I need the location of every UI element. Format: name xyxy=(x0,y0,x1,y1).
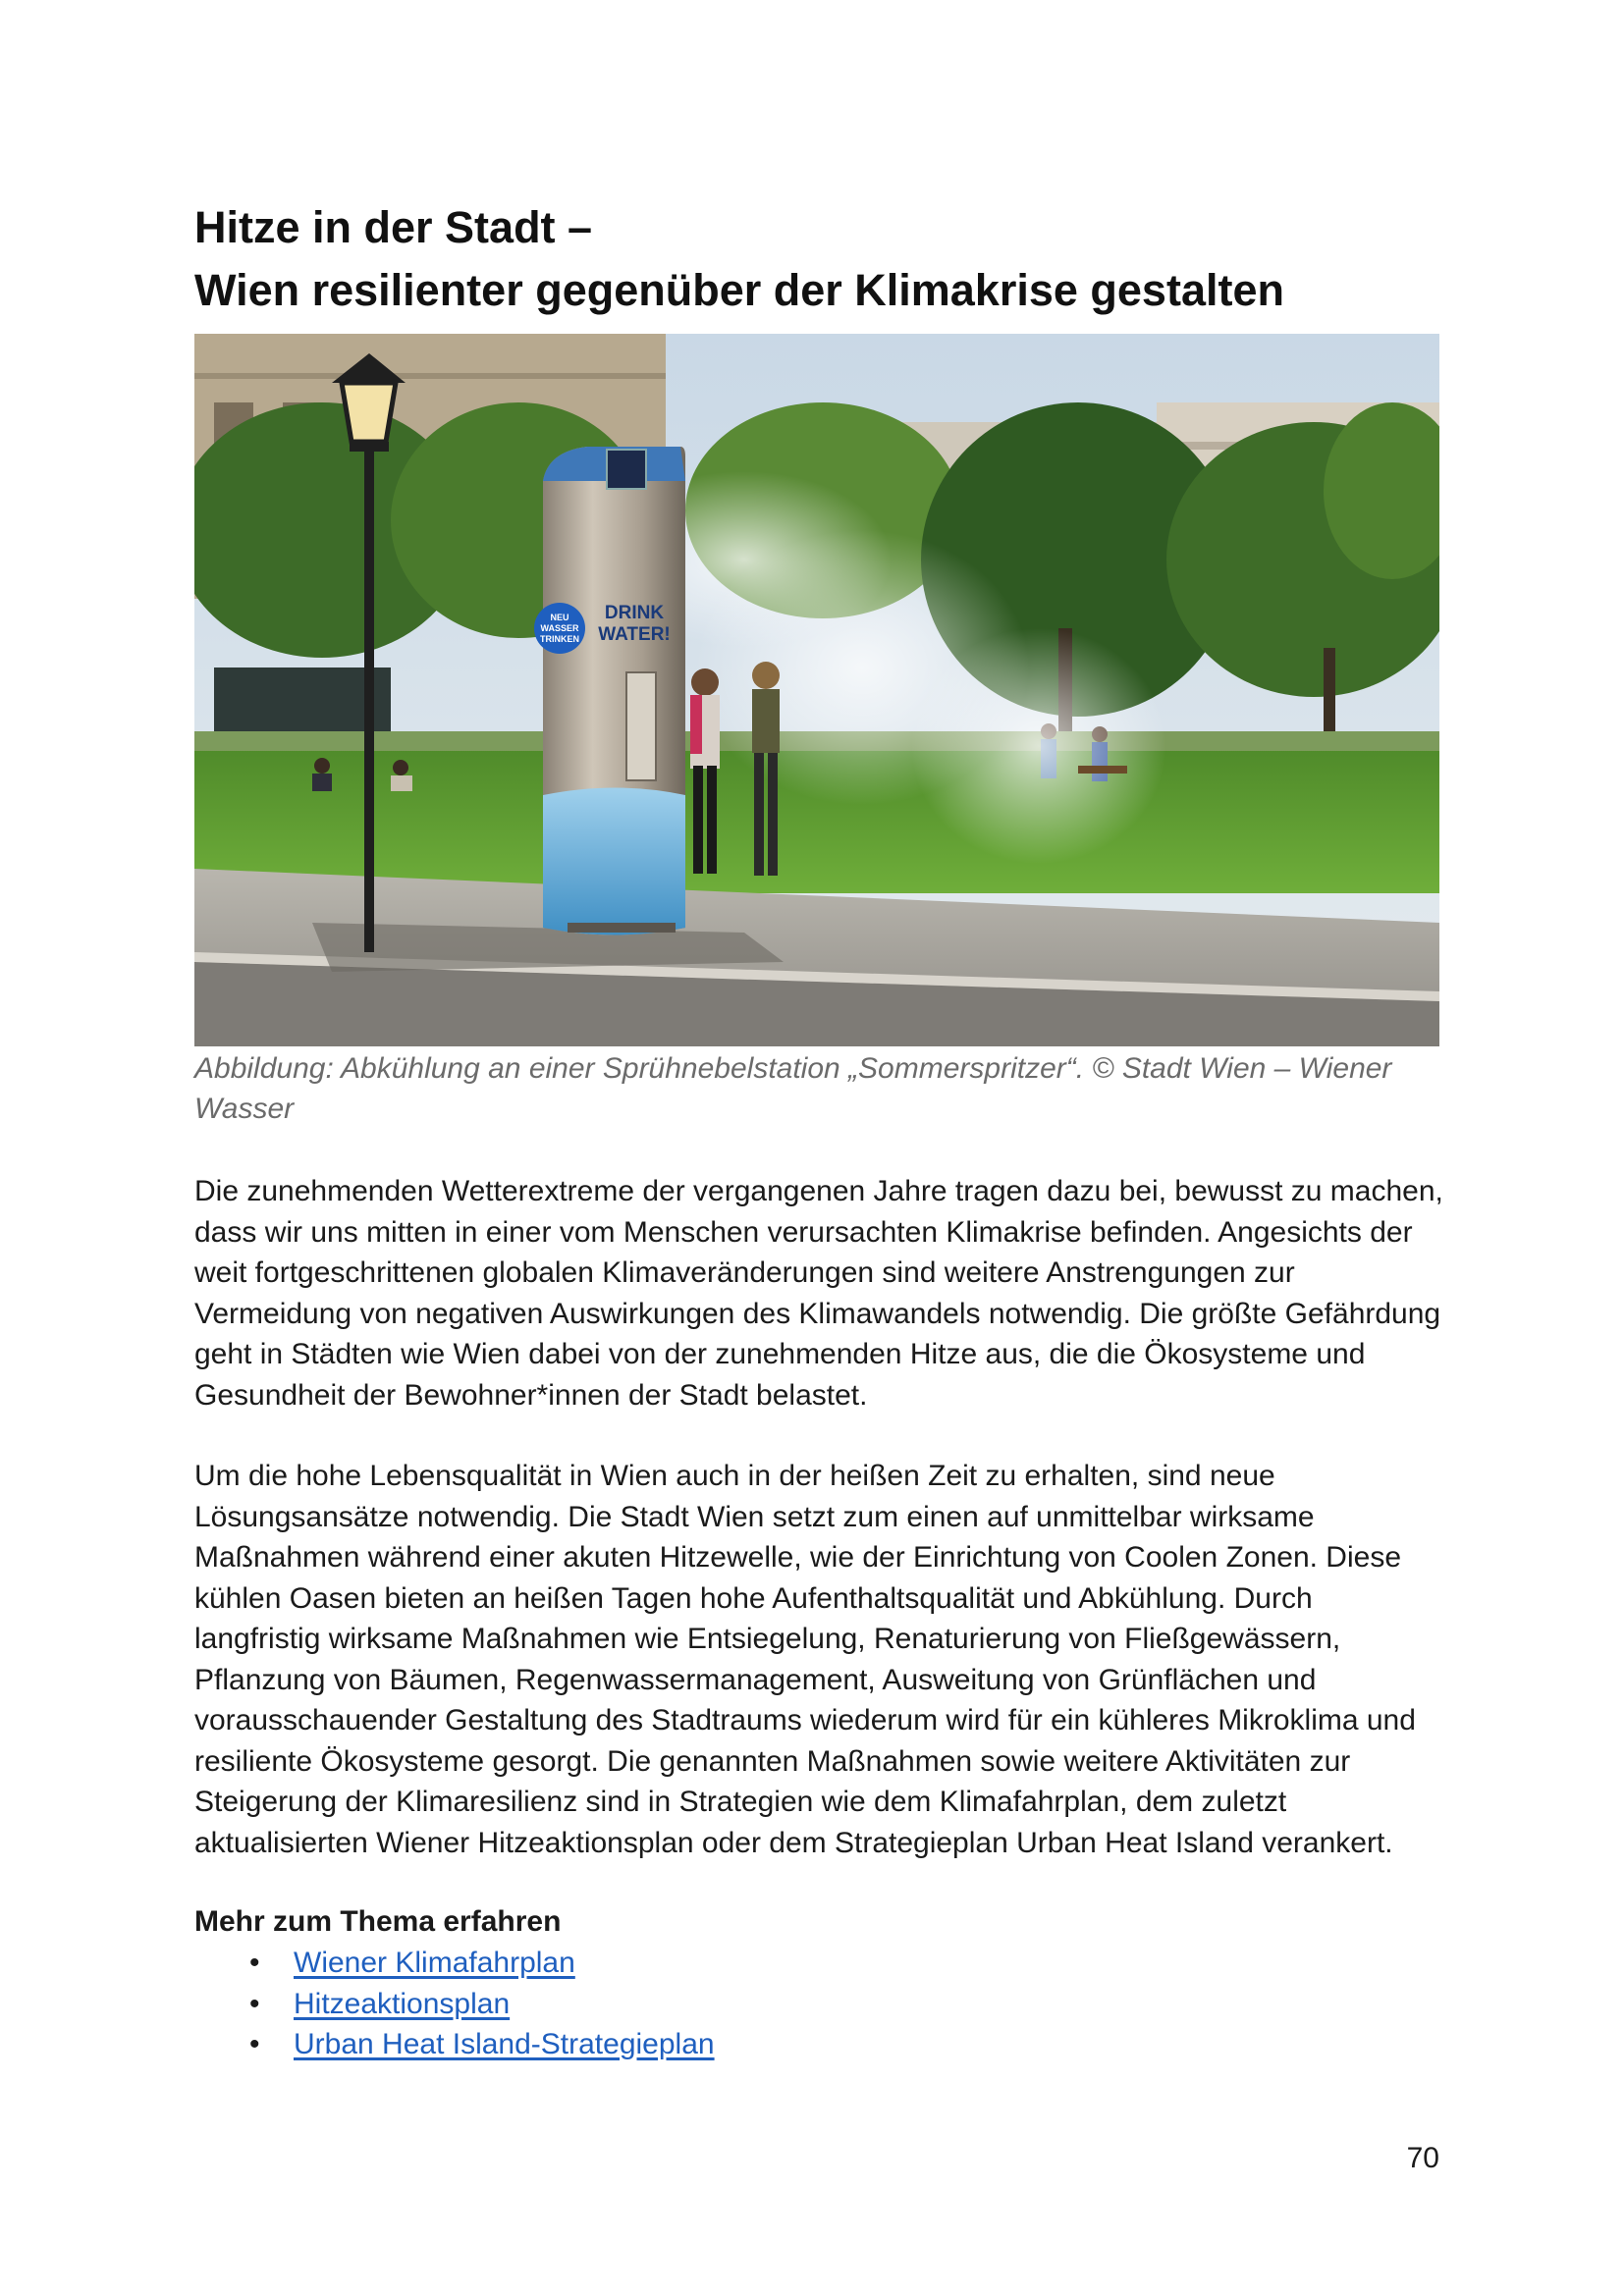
station-text-1: DRINK xyxy=(604,603,665,623)
badge-text-2: WASSER xyxy=(540,623,579,633)
bullet-icon: • xyxy=(249,1947,260,1979)
figure-caption: Abbildung: Abkühlung an einer Sprühnebelstation „Sommerspritzer“. © Stadt Wien – Wiener Wasser xyxy=(194,1052,1392,1125)
list-item xyxy=(194,1943,715,1984)
link-hitzeaktionsplan[interactable]: Hitzeaktionsplan xyxy=(294,1987,511,2020)
page-title xyxy=(194,196,1471,322)
list-item xyxy=(194,1984,715,2025)
bullet-icon: • xyxy=(249,1987,260,2020)
related-links-list xyxy=(194,1943,715,2065)
paragraph-1: Die zunehmenden Wetterextreme der vergangenen Jahre tragen dazu bei, bewusst zu machen, dass wir uns mitten in einer vom Menschen verursachten Klimakrise befinden. Angesichts der weit fortgeschrittenen globalen Klimaveränderungen sind weitere Anstrengungen zur Vermeidung von negativen Auswirkungen des Klimawandels notwendig. Die größte Gefährdung geht in Städten wie Wien dabei von der zunehmenden Hitze aus, die die Ökosysteme und Gesundheit der Bewohner*innen der Stadt belastet. xyxy=(194,1175,1443,1412)
link-urban-heat-island[interactable]: Urban Heat Island-Strategieplan xyxy=(294,2028,715,2060)
photo-illustration xyxy=(194,334,1439,1046)
badge-text-1: NEU xyxy=(550,613,569,622)
paragraph-2: Um die hohe Lebensqualität in Wien auch in der heißen Zeit zu erhalten, sind neue Lösungsansätze notwendig. Die Stadt Wien setzt zum einen auf unmittelbar wirksame Maßnahmen während einer akuten Hitzewelle, wie der Einrichtung von Coolen Zonen. Diese kühlen Oasen bieten an heißen Tagen hohe Aufenthaltsqualität und Abkühlung. Durch langfristig wirksame Maßnahmen wie Entsiegelung, Renaturierung von Fließgewässern, Pflanzung von Bäumen, Regenwassermanagement, Ausweitung von Grünflächen und vorausschauender Gestaltung des Stadtraums wiederum wird für ein kühleres Mikroklima und resiliente Ökosysteme gesorgt. Die genannten Maßnahmen sowie weitere Aktivitäten zur Steigerung der Klimaresilienz sind in Strategien wie dem Klimafahrplan, dem zuletzt aktualisierten Wiener Hitzeaktionsplan oder dem Strategieplan Urban Heat Island verankert. xyxy=(194,1460,1416,1859)
more-heading: Mehr zum Thema erfahren xyxy=(194,1905,562,1938)
title-line-2: Wien resilienter gegenüber der Klimakrise gestalten xyxy=(194,265,1284,315)
badge-text-3: TRINKEN xyxy=(540,634,579,644)
title-line-1: Hitze in der Stadt – xyxy=(194,202,593,252)
photo-misting-station xyxy=(194,334,1439,1046)
page-number: 70 xyxy=(1406,2142,1439,2174)
link-klimafahrplan[interactable]: Wiener Klimafahrplan xyxy=(294,1947,575,1979)
bullet-icon: • xyxy=(249,2028,260,2060)
list-item xyxy=(194,2024,715,2065)
misting-station xyxy=(534,447,685,935)
station-text-2: WATER! xyxy=(598,624,671,645)
